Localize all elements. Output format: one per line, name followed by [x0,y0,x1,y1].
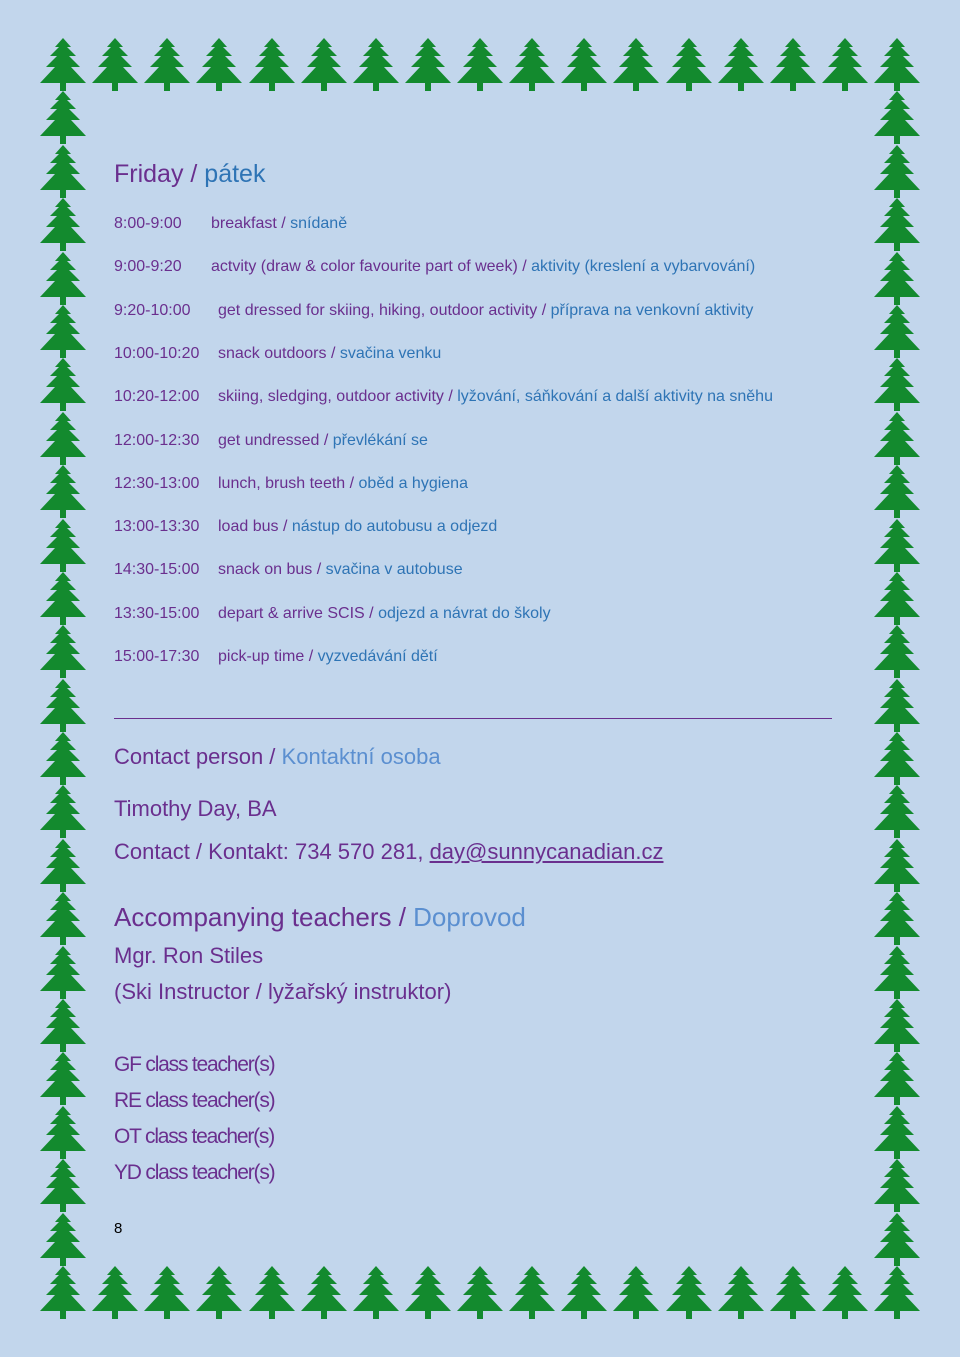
schedule-row [114,605,551,623]
pine-tree-icon [872,465,922,519]
schedule-time: 8:00-9:00 [114,215,182,232]
pine-tree-icon [559,38,609,92]
instructor-name: Mgr. Ron Stiles [114,943,264,968]
pine-tree-icon [872,145,922,199]
schedule-activity-en: lunch, brush teeth / [218,474,359,492]
pine-tree-icon [872,1106,922,1160]
teachers-heading [114,902,526,933]
class-teacher-item: YD class teacher(s) [114,1161,275,1184]
schedule-activity-en: get dressed for skiing, hiking, outdoor activity / [218,301,551,319]
pine-tree-icon [559,1266,609,1320]
pine-tree-icon [38,1213,88,1267]
pine-tree-icon [194,38,244,92]
schedule-activity-en: get undressed / [218,431,333,449]
schedule-activity-cz: nástup do autobusu a odjezd [291,518,498,536]
pine-tree-icon [90,1266,140,1320]
pine-tree-icon [38,38,88,92]
pine-tree-icon [872,358,922,412]
pine-tree-icon [820,1266,870,1320]
pine-tree-icon [194,1266,244,1320]
schedule-activity-en: pick-up time / [218,648,318,665]
pine-tree-icon [403,38,453,92]
pine-tree-icon [90,38,140,92]
schedule-activity-cz: vyzvedávání dětí [317,648,438,665]
pine-tree-icon [455,38,505,92]
schedule-row [114,561,463,579]
pine-tree-icon [38,785,88,839]
pine-tree-icon [872,412,922,466]
schedule-activity-cz: příprava na venkovní aktivity [550,301,754,319]
pine-tree-icon [872,625,922,679]
pine-tree-icon [351,1266,401,1320]
pine-tree-icon [38,252,88,306]
pine-tree-icon [38,519,88,573]
pine-tree-icon [507,1266,557,1320]
schedule-row [114,648,438,666]
pine-tree-icon [872,732,922,786]
pine-tree-icon [38,198,88,252]
pine-tree-icon [872,1266,922,1320]
instructor-role: (Ski Instructor / lyžařský instruktor) [114,979,452,1004]
pine-tree-icon [299,38,349,92]
schedule-activity-en: breakfast / [211,215,291,232]
pine-tree-icon [768,1266,818,1320]
pine-tree-icon [351,38,401,92]
pine-tree-icon [872,198,922,252]
schedule-activity-cz: převlékání se [332,431,428,449]
schedule-activity-en: actvity (draw & color favourite part of week) / [211,258,532,276]
schedule-activity-en: snack on bus / [218,561,326,579]
pine-tree-icon [820,38,870,92]
pine-tree-icon [872,38,922,92]
day-title-cz: pátek [204,160,266,188]
class-teacher-item: GF class teacher(s) [114,1053,275,1076]
schedule-activity-en: depart & arrive SCIS / [218,604,379,622]
pine-tree-icon [664,38,714,92]
schedule-activity-en: snack outdoors / [218,344,340,362]
pine-tree-icon [38,679,88,733]
pine-tree-icon [872,999,922,1053]
pine-tree-icon [664,1266,714,1320]
schedule-time: 13:30-15:00 [114,604,200,622]
teachers-heading-cz: Doprovod [413,902,526,932]
day-title-en: Friday / [114,160,205,188]
pine-tree-icon [38,839,88,893]
pine-tree-icon [768,38,818,92]
pine-tree-icon [872,91,922,145]
pine-tree-icon [507,38,557,92]
schedule-activity-en: load bus / [218,518,292,536]
contact-name: Timothy Day, BA [114,796,277,821]
schedule-time: 10:00-10:20 [114,344,200,362]
schedule-time: 15:00-17:30 [114,648,200,665]
pine-tree-icon [38,305,88,359]
contact-line [114,839,663,865]
contact-heading-cz: Kontaktní osoba [281,744,441,769]
schedule-time: 10:20-12:00 [114,388,200,406]
pine-tree-icon [38,1266,88,1320]
pine-tree-icon [38,892,88,946]
schedule-activity-en: skiing, sledging, outdoor activity / [218,388,458,406]
pine-tree-icon [38,145,88,199]
pine-tree-icon [872,252,922,306]
pine-tree-icon [142,1266,192,1320]
pine-tree-icon [38,412,88,466]
pine-tree-icon [872,519,922,573]
pine-tree-icon [38,465,88,519]
schedule-row [114,345,441,363]
schedule-time: 9:00-9:20 [114,258,182,276]
pine-tree-icon [872,1213,922,1267]
pine-tree-icon [872,946,922,1000]
contact-heading-en: Contact person / [114,744,282,769]
schedule-activity-cz: svačina venku [339,344,442,362]
schedule-activity-cz: svačina v autobuse [325,561,463,579]
pine-tree-icon [872,572,922,626]
pine-tree-icon [247,38,297,92]
schedule-row [114,215,347,233]
schedule-activity-cz: odjezd a návrat do školy [378,604,551,622]
pine-tree-icon [611,38,661,92]
pine-tree-icon [38,1052,88,1106]
page-number: 8 [114,1220,123,1237]
schedule-row [114,388,773,406]
schedule-row [114,475,468,493]
pine-tree-icon [38,625,88,679]
schedule-time: 14:30-15:00 [114,561,200,579]
schedule-time: 12:30-13:00 [114,474,200,492]
pine-tree-icon [38,358,88,412]
pine-tree-icon [38,91,88,145]
teachers-heading-en: Accompanying teachers / [114,902,414,932]
schedule-row [114,302,753,320]
contact-email-link[interactable]: day@sunnycanadian.cz [429,839,664,864]
schedule-time: 9:20-10:00 [114,301,191,319]
pine-tree-icon [611,1266,661,1320]
pine-tree-icon [872,785,922,839]
pine-tree-icon [872,839,922,893]
pine-tree-icon [299,1266,349,1320]
pine-tree-icon [38,572,88,626]
pine-tree-icon [872,1052,922,1106]
contact-heading [114,744,441,770]
schedule-time: 13:00-13:30 [114,518,200,536]
schedule-activity-cz: snídaně [290,215,348,232]
pine-tree-icon [403,1266,453,1320]
pine-tree-icon [872,679,922,733]
pine-tree-icon [872,1159,922,1213]
pine-tree-icon [38,1159,88,1213]
pine-tree-icon [38,1106,88,1160]
divider-line [114,718,832,719]
schedule-activity-cz: lyžování, sáňkování a další aktivity na sněhu [457,388,773,406]
schedule-row [114,432,428,450]
pine-tree-icon [872,305,922,359]
schedule-row [114,518,497,536]
day-title [114,160,265,189]
contact-phone: Contact / Kontakt: 734 570 281, [114,839,430,864]
pine-tree-icon [716,38,766,92]
pine-tree-icon [38,946,88,1000]
schedule-row [114,258,755,276]
pine-tree-icon [38,732,88,786]
schedule-time: 12:00-12:30 [114,431,200,449]
schedule-activity-cz: aktivity (kreslení a vybarvování) [531,258,756,276]
class-teacher-item: RE class teacher(s) [114,1089,275,1112]
pine-tree-icon [716,1266,766,1320]
schedule-activity-cz: oběd a hygiena [358,474,468,492]
pine-tree-icon [142,38,192,92]
pine-tree-icon [38,999,88,1053]
class-teacher-item: OT class teacher(s) [114,1125,275,1148]
pine-tree-icon [247,1266,297,1320]
pine-tree-icon [455,1266,505,1320]
pine-tree-icon [872,892,922,946]
